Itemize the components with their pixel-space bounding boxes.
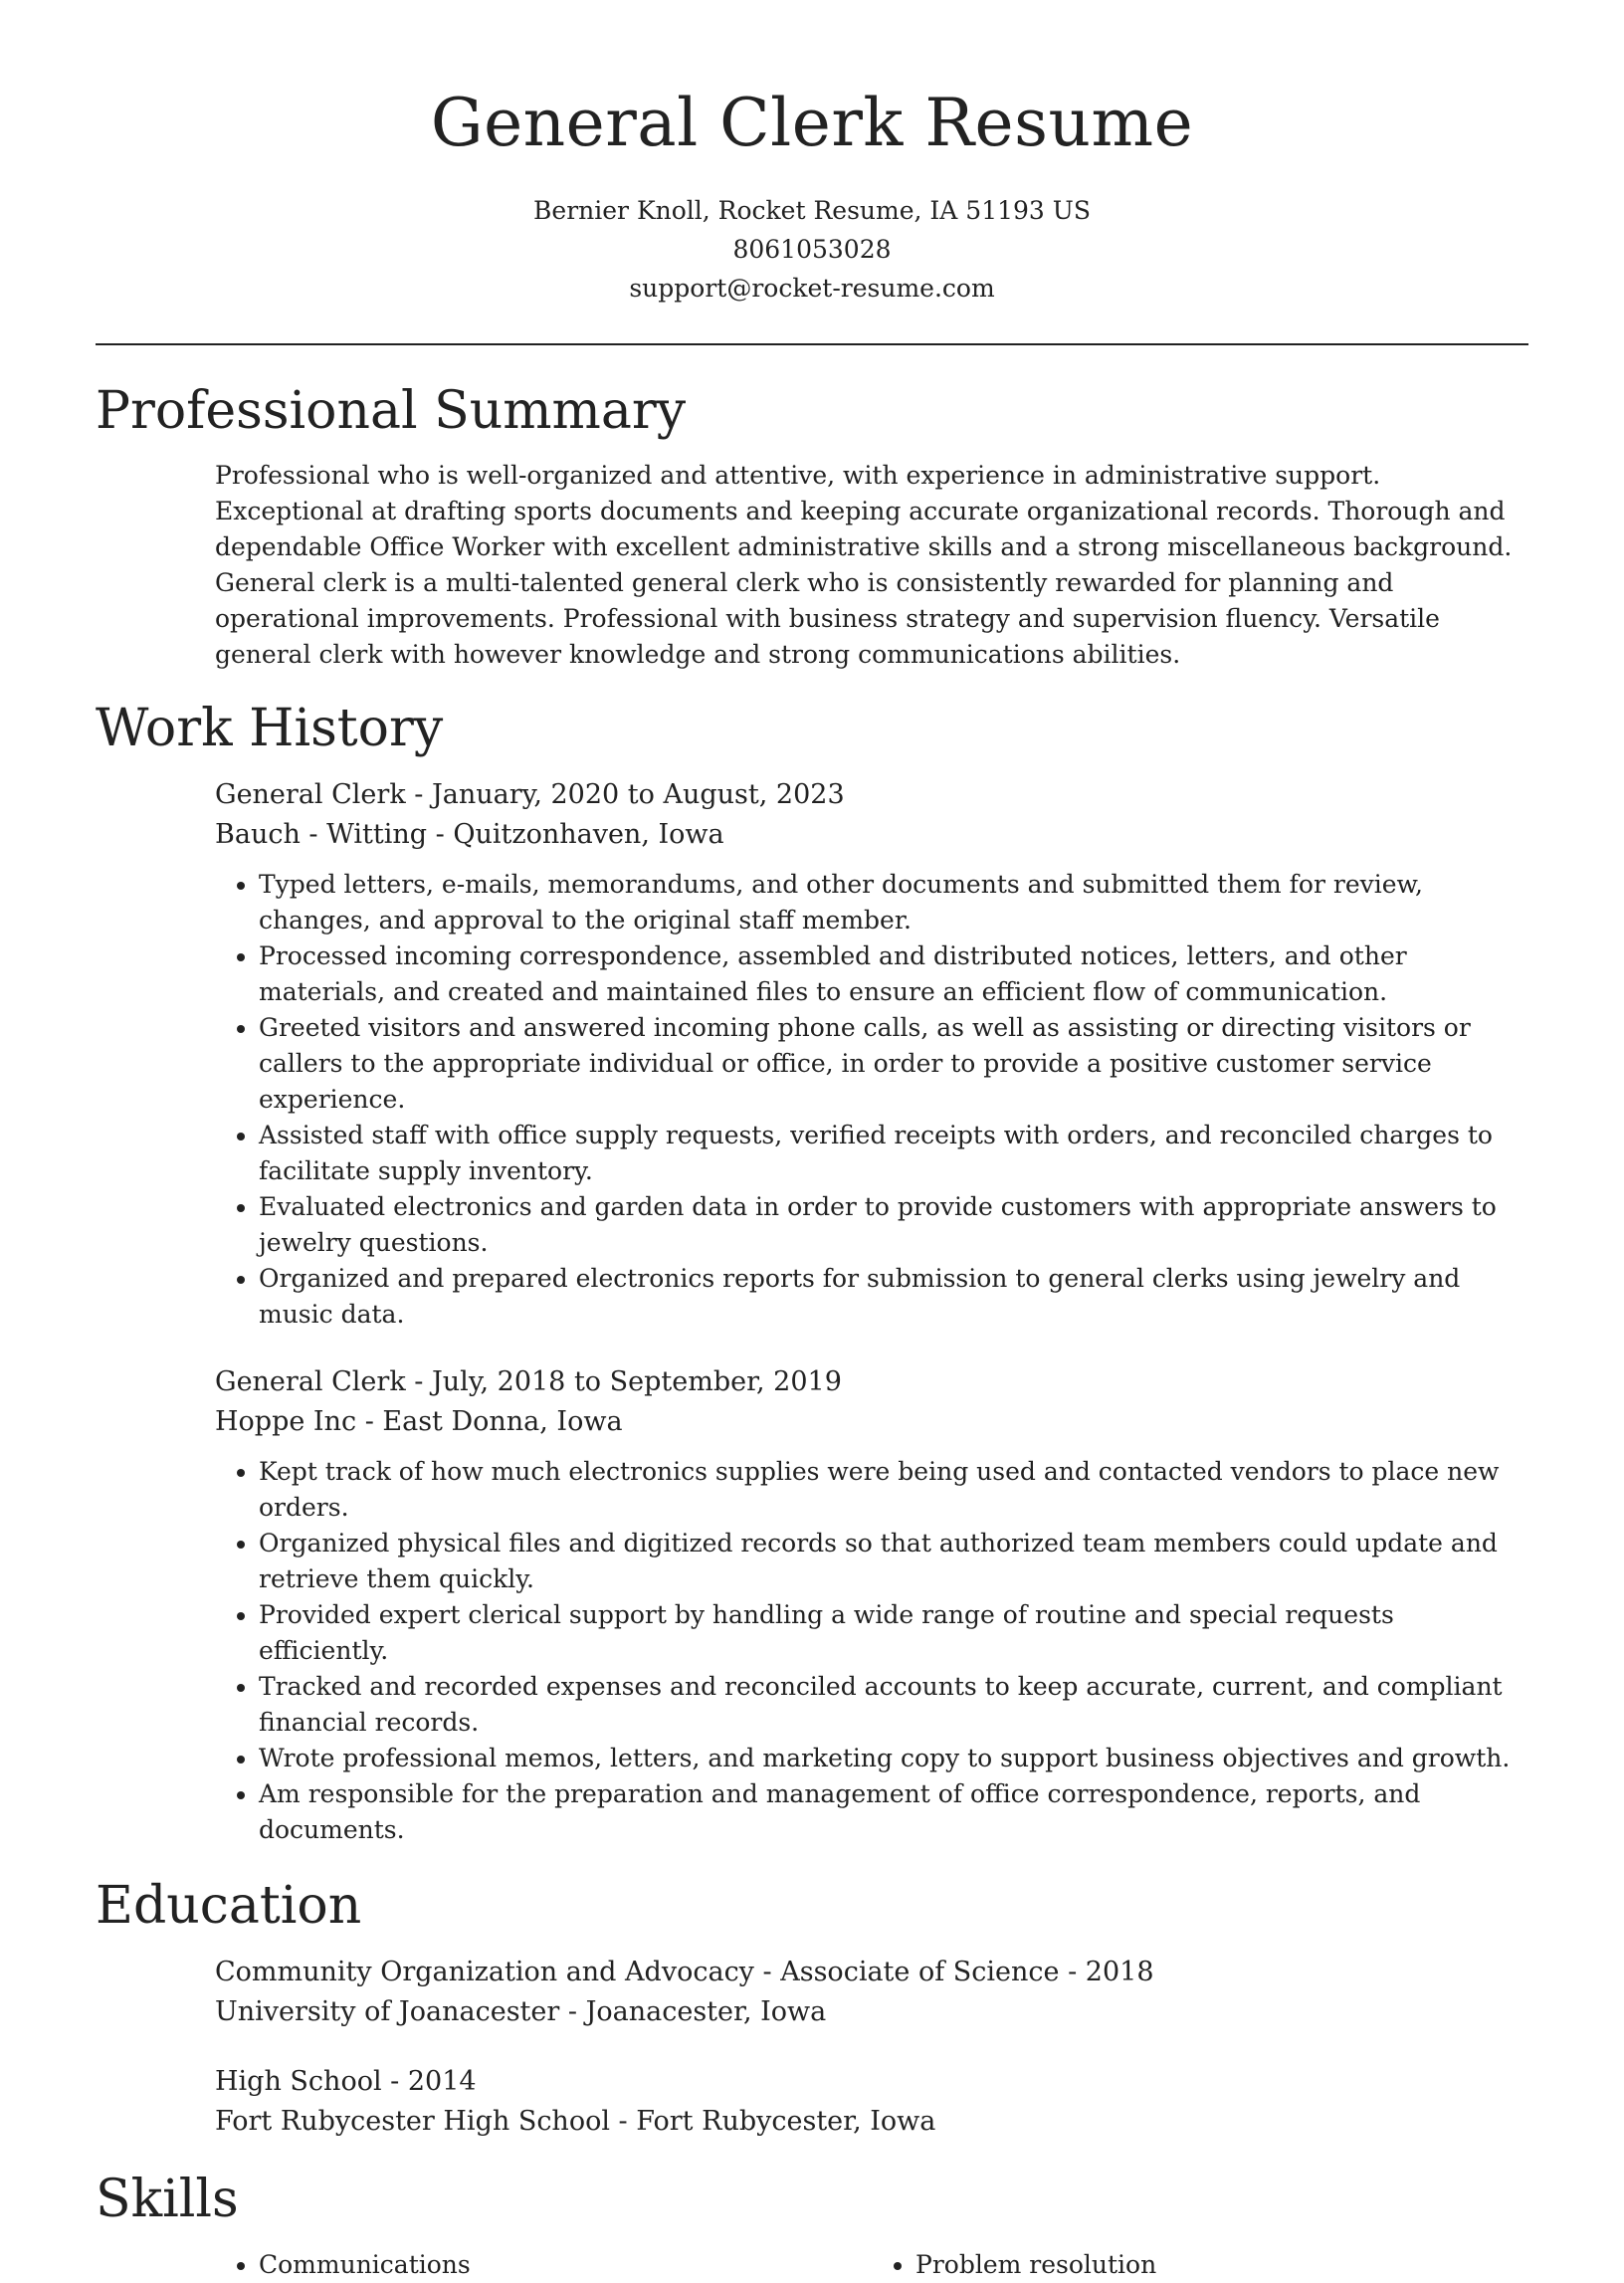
education-school-line: University of Joanacester - Joanacester, Iowa [215, 1996, 827, 2028]
job-bullets [215, 1454, 1528, 1848]
job-company-line: Bauch - Witting - Quitzonhaven, Iowa [215, 819, 724, 851]
work-history-heading: Work History [96, 699, 444, 759]
job-title-line: General Clerk - January, 2020 to August, 2023 [215, 779, 845, 811]
job-bullets [215, 867, 1528, 1333]
job-bullet: • Processed incoming correspondence, assembled and distributed notices, letters, and other materials, and created and maintained files to ensure an efficient flow of communication. [259, 938, 1528, 1010]
job-bullet: • Organized and prepared electronics reports for submission to general clerks using jewelry and music data. [259, 1261, 1528, 1333]
summary-section [215, 458, 1528, 673]
job-bullet: • Provided expert clerical support by handling a wide range of routine and special requests efficiently. [259, 1597, 1528, 1669]
contact-phone: 8061053028 [732, 234, 892, 264]
contact-email: support@rocket-resume.com [629, 273, 995, 303]
job-bullet: • Kept track of how much electronics supplies were being used and contacted vendors to place new orders. [259, 1454, 1528, 1526]
job-entry [215, 1362, 1528, 1848]
education-school-line: Fort Rubycester High School - Fort Rubycester, Iowa [215, 2106, 936, 2138]
skills-list-right [872, 2247, 1528, 2283]
job-bullet: • Am responsible for the preparation and management of office correspondence, reports, and documents. [259, 1776, 1528, 1848]
work-history-section [215, 775, 1528, 1848]
education-degree-line: High School - 2014 [215, 2066, 477, 2098]
job-bullet: • Assisted staff with office supply requests, verified receipts with orders, and reconciled charges to facilitate supply inventory. [259, 1118, 1528, 1189]
job-entry [215, 775, 1528, 1333]
education-heading: Education [96, 1876, 362, 1937]
job-bullet: • Wrote professional memos, letters, and marketing copy to support business objectives and growth. [259, 1741, 1528, 1776]
education-entry [215, 1953, 1528, 2032]
summary-heading: Professional Summary [96, 380, 687, 441]
job-bullet: • Tracked and recorded expenses and reconciled accounts to keep accurate, current, and compliant financial records. [259, 1669, 1528, 1741]
job-company-line: Hoppe Inc - East Donna, Iowa [215, 1406, 623, 1438]
job-bullet: • Organized physical files and digitized records so that authorized team members could update and retrieve them quickly. [259, 1526, 1528, 1597]
skills-section [215, 2247, 1528, 2283]
education-degree-line: Community Organization and Advocacy - Associate of Science - 2018 [215, 1957, 1154, 1988]
education-entry [215, 2062, 1528, 2142]
summary-text: Professional who is well-organized and attentive, with experience in administrative support. Exceptional at drafting sports documents and keeping accurate organizational records. Thorough and dependable Office Worker with excellent administrative skills and a strong miscellaneous background. General clerk is a multi-talented general clerk who is consistently rewarded for planning and operational improvements. Professional with business strategy and supervision fluency. Versatile general clerk with however knowledge and strong communications abilities. [215, 461, 1513, 670]
job-bullet: • Greeted visitors and answered incoming phone calls, as well as assisting or directing visitors or callers to the appropriate individual or office, in order to provide a positive customer service experience. [259, 1010, 1528, 1118]
job-bullet: • Evaluated electronics and garden data in order to provide customers with appropriate answers to jewelry questions. [259, 1189, 1528, 1261]
job-title-line: General Clerk - July, 2018 to September, 2019 [215, 1366, 842, 1398]
job-bullet: • Typed letters, e-mails, memorandums, and other documents and submitted them for review, changes, and approval to the original staff member. [259, 867, 1528, 938]
contact-address: Bernier Knoll, Rocket Resume, IA 51193 US [533, 195, 1091, 225]
skills-list-left [215, 2247, 872, 2283]
resume-header [96, 86, 1528, 308]
resume-title: General Clerk Resume [430, 85, 1194, 161]
skill-item: • Communications [259, 2247, 872, 2283]
header-divider [96, 343, 1528, 345]
skills-heading: Skills [96, 2170, 239, 2230]
skill-item: • Problem resolution [915, 2247, 1528, 2283]
education-section [215, 1953, 1528, 2142]
